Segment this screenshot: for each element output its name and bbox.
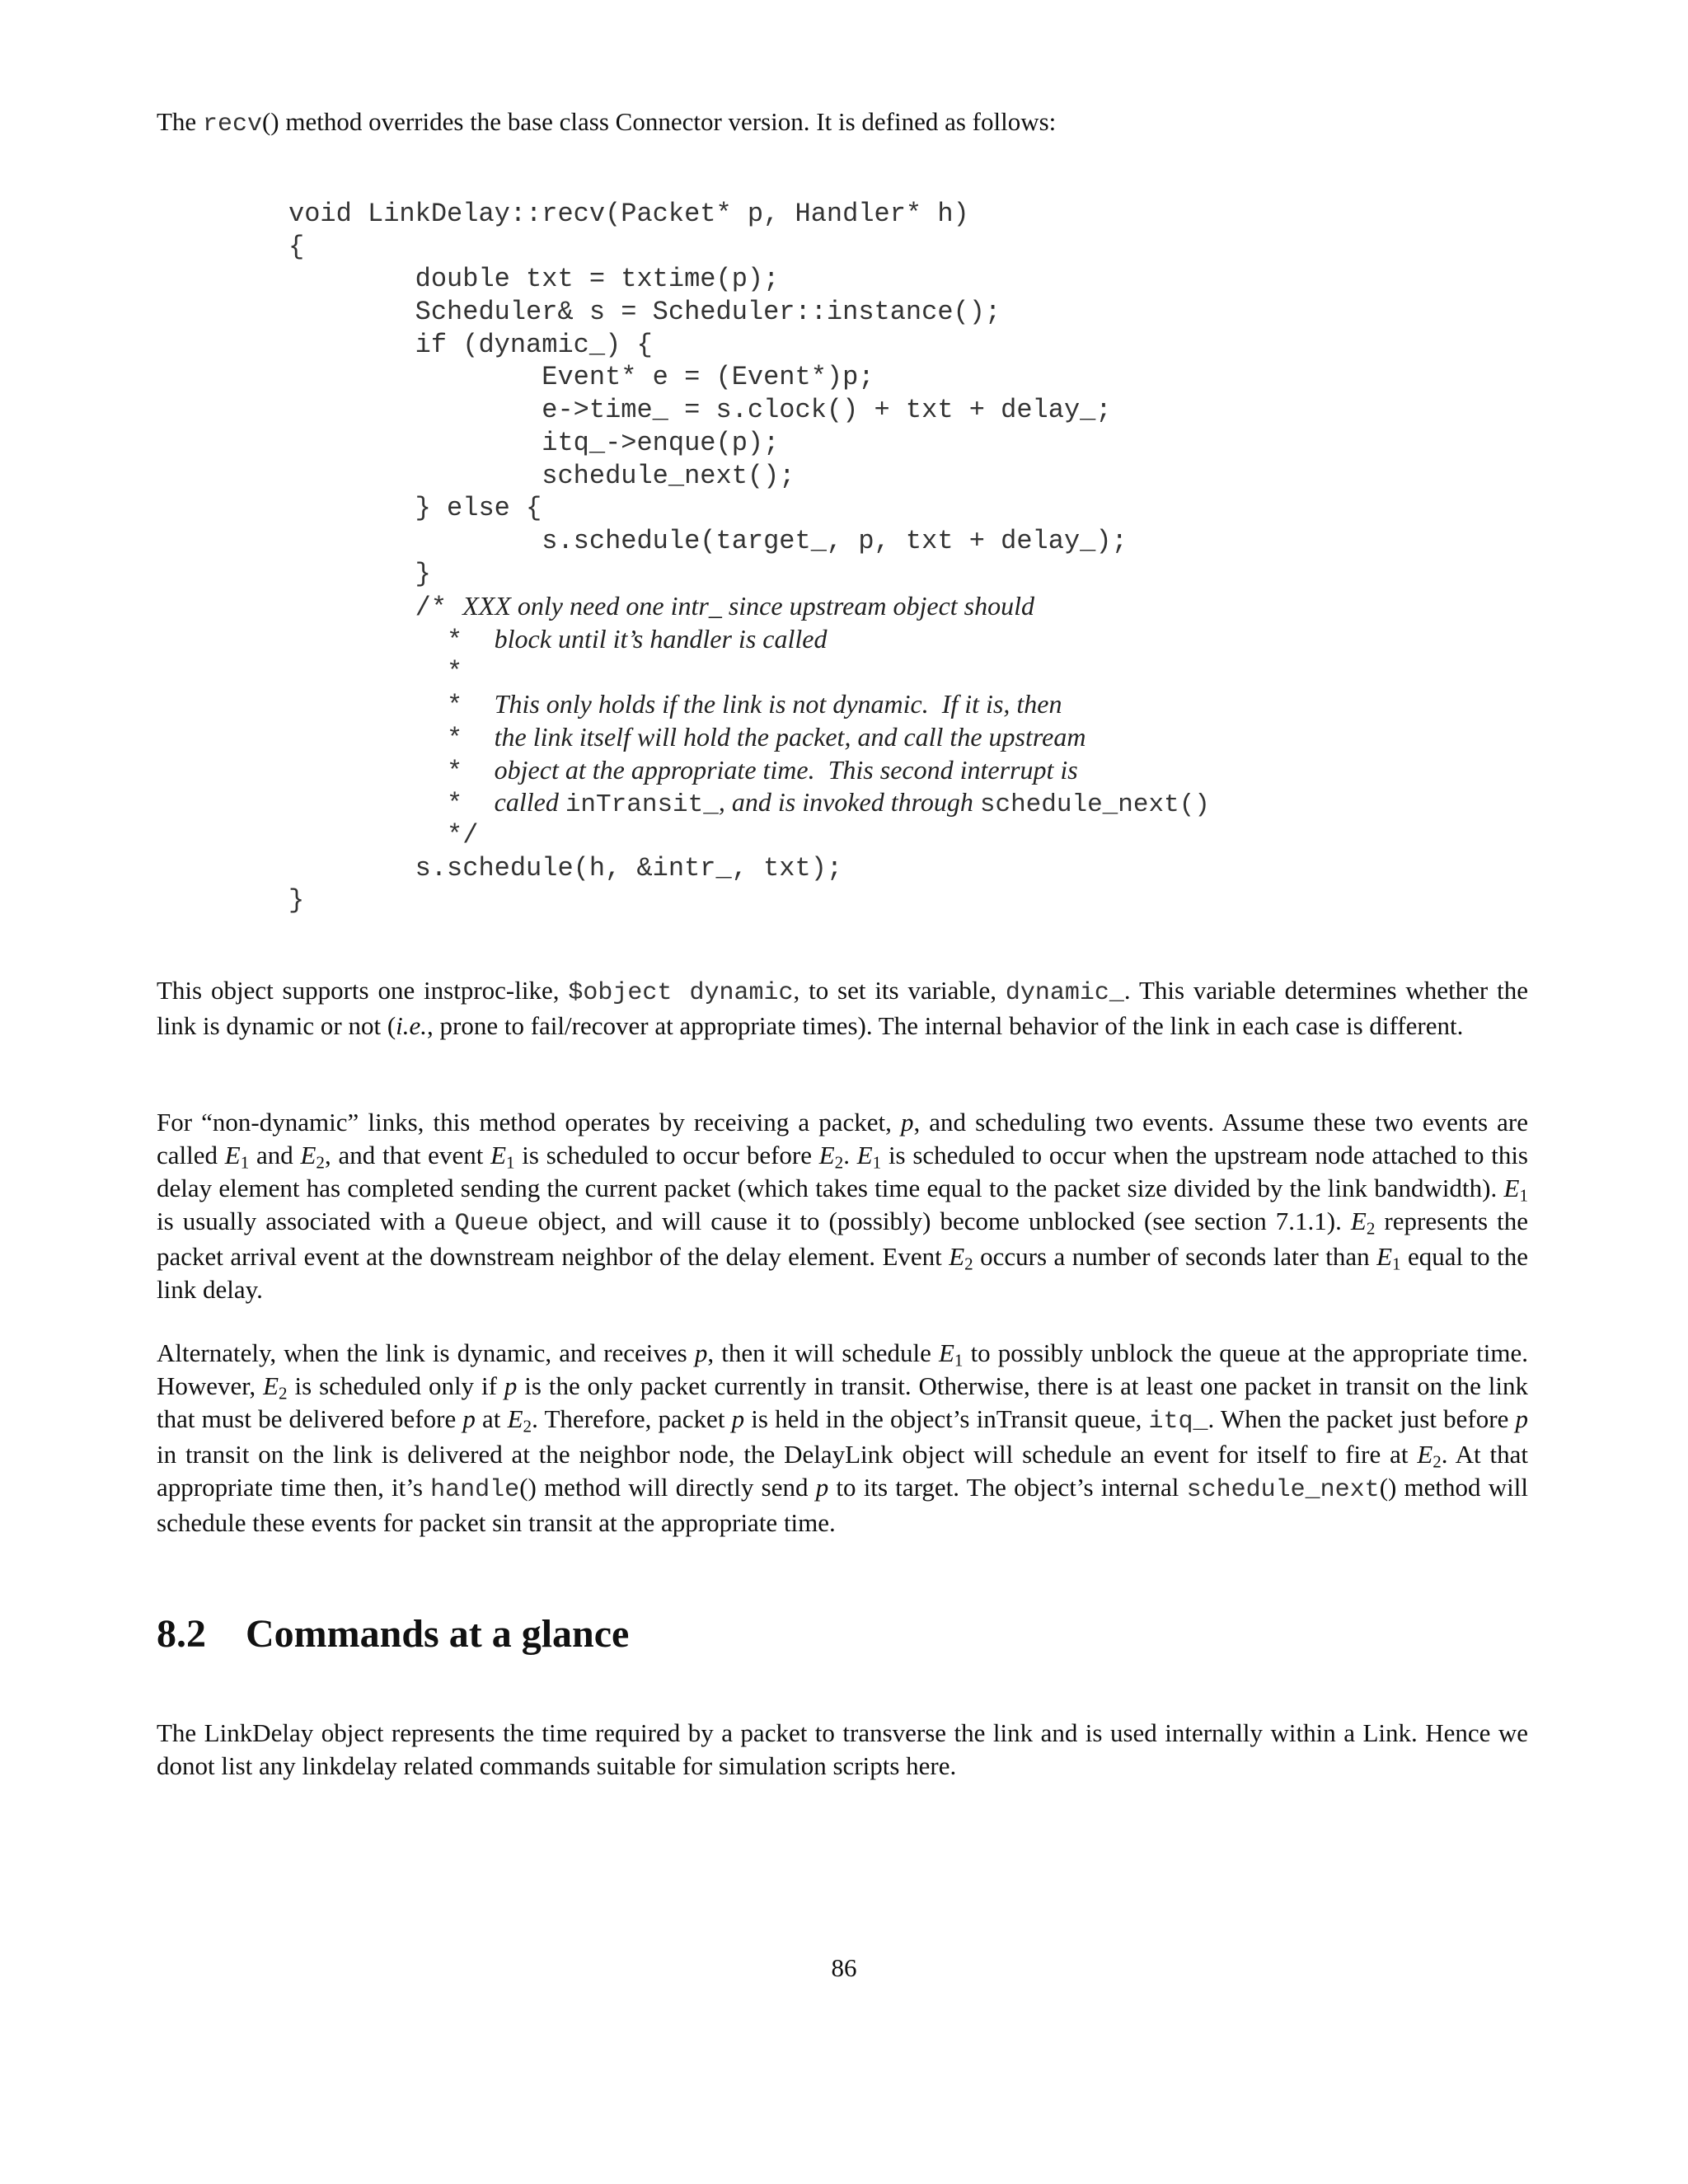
code-line: } else { <box>288 493 542 524</box>
code-comment-line: */ <box>288 820 479 851</box>
code-line: schedule_next(); <box>288 460 795 491</box>
code-line: } <box>288 558 431 589</box>
code-line: Event* e = (Event*)p; <box>288 362 874 393</box>
section-title: Commands at a glance <box>246 1612 630 1656</box>
page-number: 86 <box>831 1953 857 1982</box>
code-line: Scheduler& s = Scheduler::instance(); <box>288 297 1001 328</box>
paragraph-dynamic-links: Alternately, when the link is dynamic, and receives p, then it will schedule $E_1$ to possibly unblock the queue at the appropriate time. However, $E_2$ is scheduled only if p is the only packet currently in transit. Otherwise, there is at least one packet in transit on the link that must be delivered before p at $E_2$. Therefore, packet p is held in the object’s inTransit queue, itq_. When the packet just before p in transit on the link is delivered at the neighbor node, the DelayLink object will schedule an event for itself to fire at $E_2$. At that appropriate time then, it’s handle() method will directly send p to its target. The object’s internal schedule_next() method will schedule these events for packet sin transit at the appropriate time. <box>157 1338 1529 1537</box>
intro-paragraph: The recv() method overrides the base class Connector version. It is defined as follows: <box>157 107 1057 138</box>
section-number: 8.2 <box>157 1612 206 1656</box>
paragraph-non-dynamic-links: For “non-dynamic” links, this method operates by receiving a packet, p, and scheduling two events. Assume these two events are called $E_1$ and $E_2$, and that event $E_1$ is scheduled to occur before $E_2$. $E_1$ is scheduled to occur when the upstream node attached to this delay element has completed sending the current packet (which takes time equal to the packet size divided by the link bandwidth). $E_1$ is usually associated with a Queue object, and will cause it to (possibly) become unblocked (see section 7.1.1). $E_2$ represents the packet arrival event at the downstream neighbor of the delay element. Event $E_2$ occurs a number of seconds later than $E_1$ equal to the link delay. <box>157 1108 1529 1304</box>
code-comment-line: * object at the appropriate time. This second interrupt is <box>288 754 1078 787</box>
code-comment-line: /* XXX only need one intr_ since upstream object should <box>288 591 1035 624</box>
code-line: e->time_ = s.clock() + txt + delay_; <box>288 395 1112 426</box>
code-line: s.schedule(target_, p, txt + delay_); <box>288 525 1128 556</box>
code-comment-line: * called inTransit_, and is invoked through schedule_next() <box>288 787 1210 820</box>
code-comment-line: * block until it’s handler is called <box>288 623 828 656</box>
code-line: double txt = txtime(p); <box>288 264 780 295</box>
code-line: if (dynamic_) { <box>288 329 653 360</box>
paragraph-commands: The LinkDelay object represents the time required by a packet to transverse the link and is used internally within a Link. Hence we donot list any linkdelay related commands suitable for simulation scripts here. <box>157 1718 1528 1780</box>
code-comment-line: * the link itself will hold the packet, and call the upstream <box>288 722 1086 754</box>
code-comment-line: * This only holds if the link is not dynamic. If it is, then <box>288 689 1062 722</box>
paragraph-dynamic-variable: This object supports one instproc-like, $object dynamic, to set its variable, dynamic_. This variable determines whether the link is dynamic or not (i.e., prone to fail/recover at appropriate times). The internal behavior of the link in each case is different. <box>157 976 1528 1040</box>
code-line: s.schedule(h, &intr_, txt); <box>288 852 843 883</box>
code-line: void LinkDelay::recv(Packet* p, Handler* h) <box>288 199 969 229</box>
code-line: itq_->enque(p); <box>288 427 780 458</box>
code-line: } <box>288 885 305 916</box>
inline-code: recv <box>202 110 262 138</box>
code-block <box>288 198 1210 917</box>
section-heading <box>157 1611 629 1657</box>
code-line: { <box>288 231 305 262</box>
code-comment-line: * <box>288 656 463 687</box>
